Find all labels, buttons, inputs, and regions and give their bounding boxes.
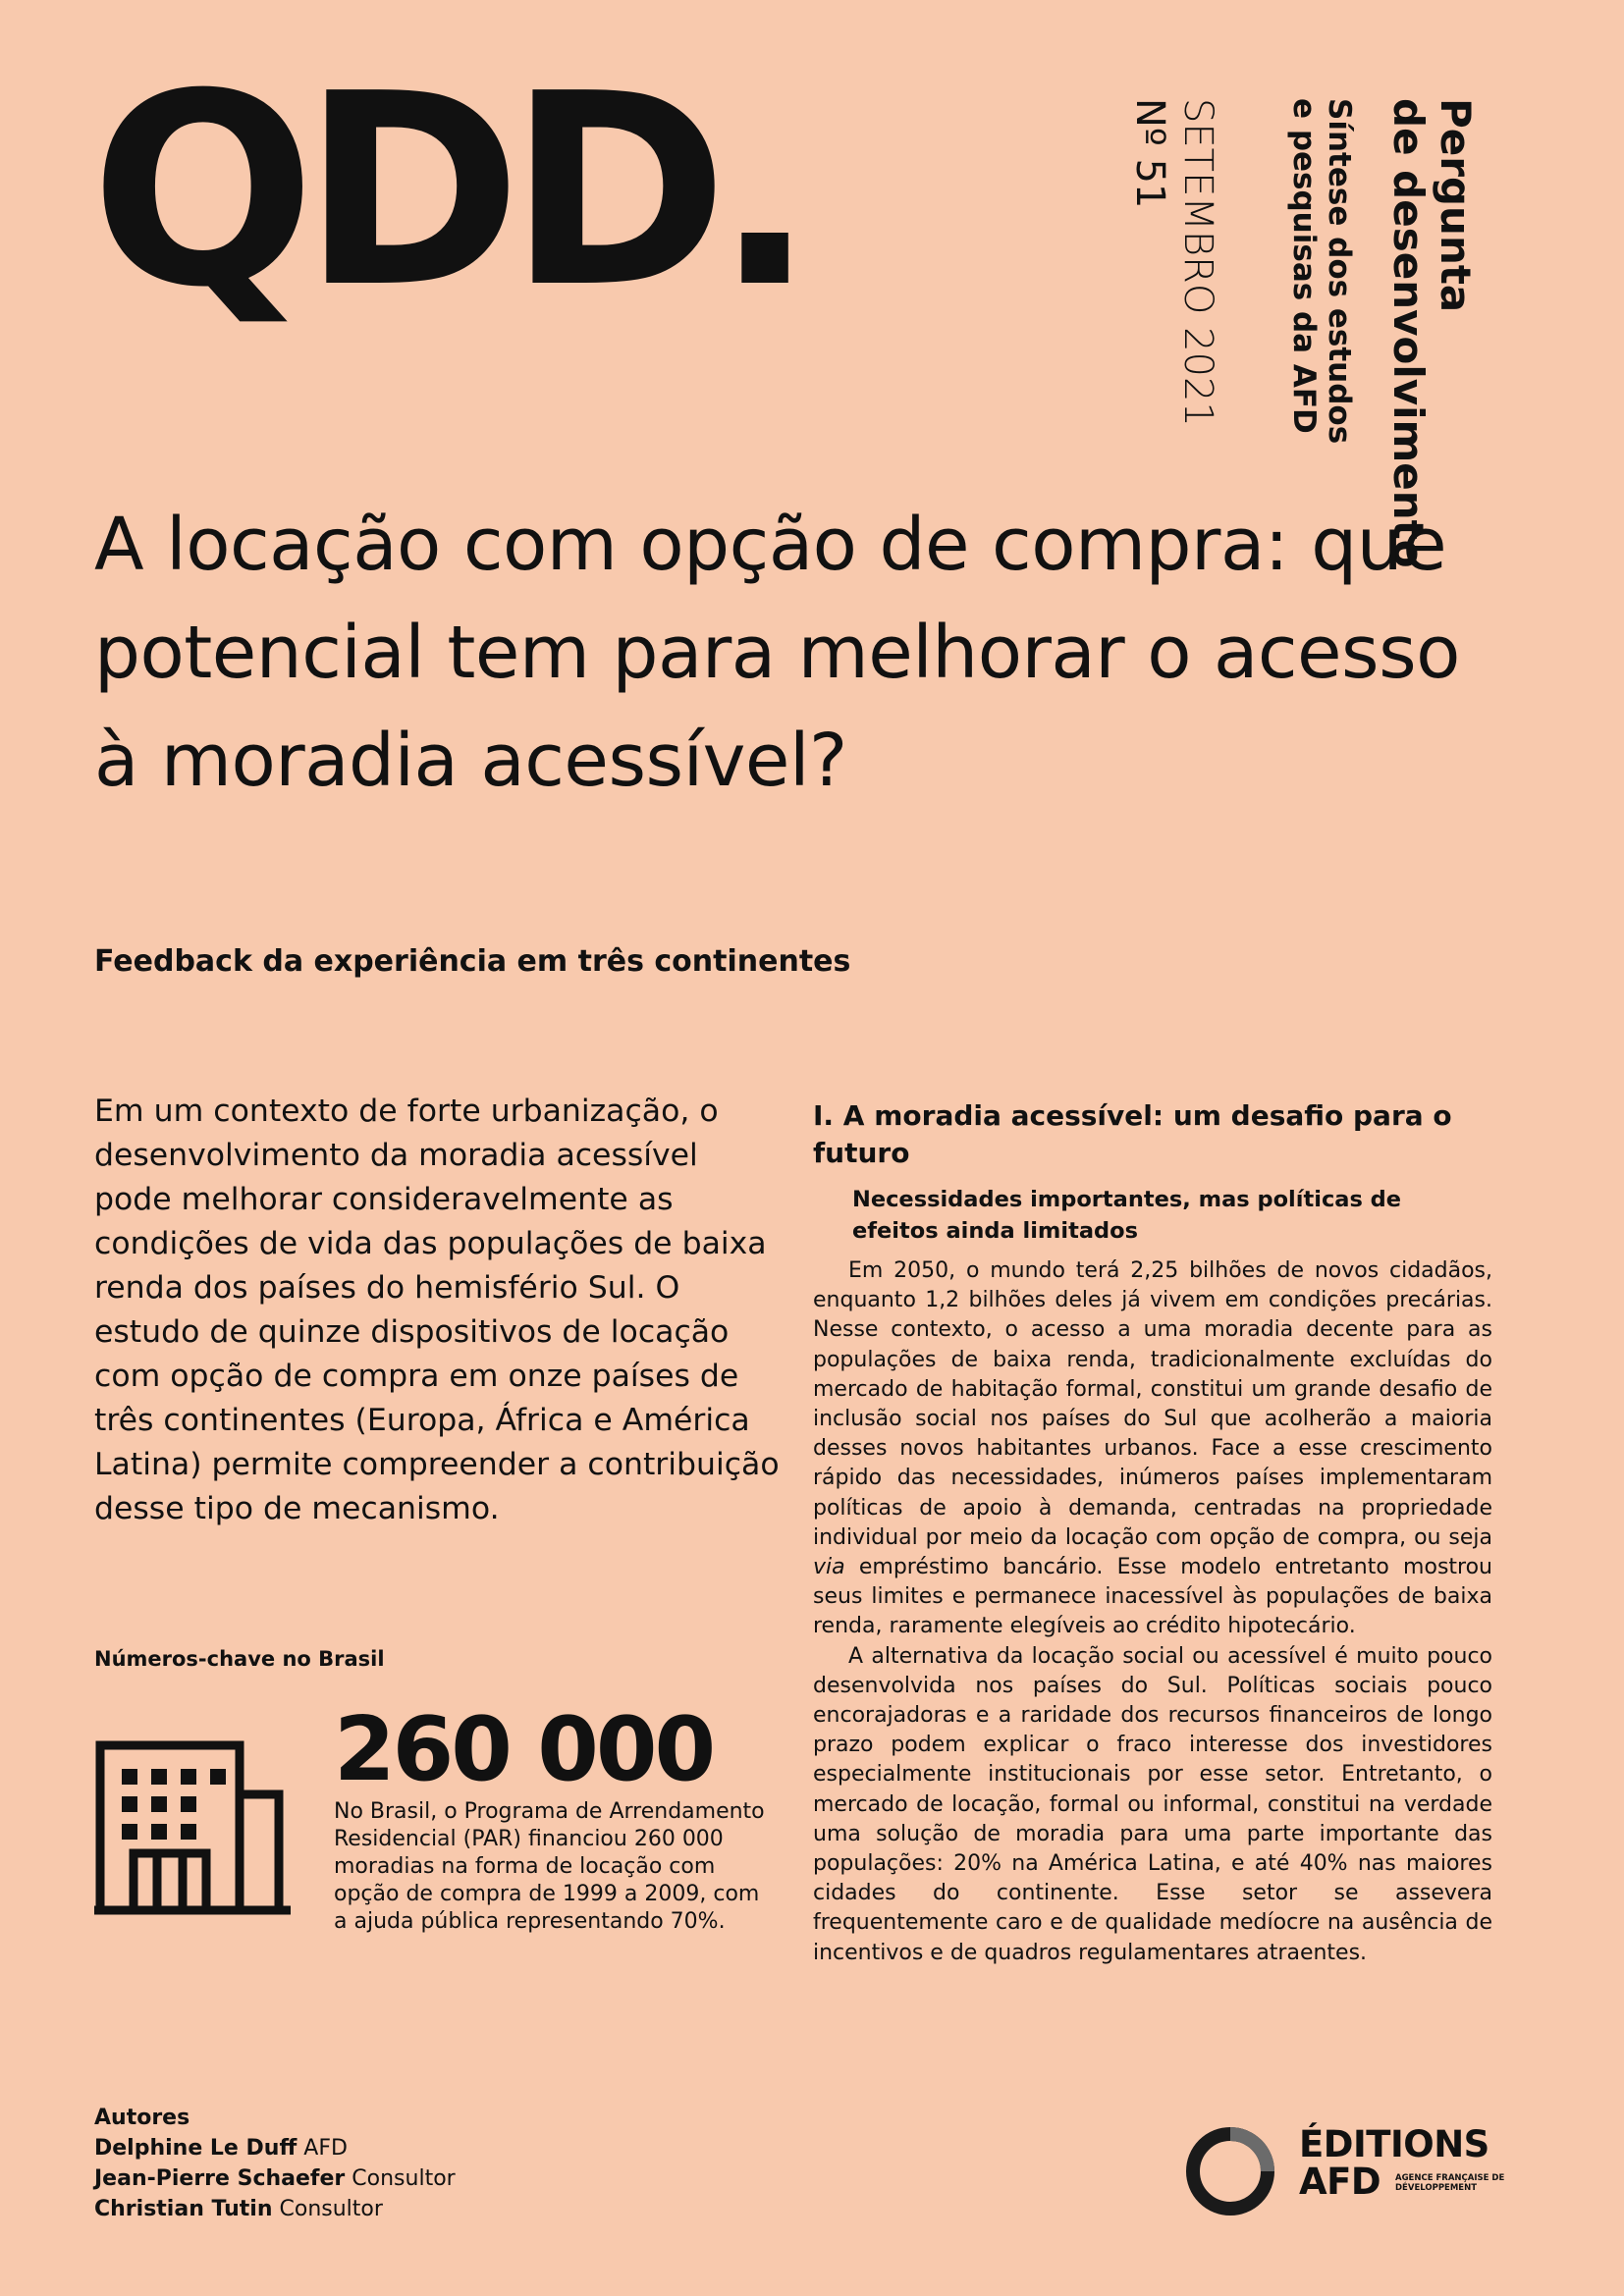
key-figure-text: No Brasil, o Programa de Arrendamento Residencial (PAR) financiou 260 000 moradias na forma de locação com opção de compra de 1999 a 2009, com a ajuda pública representando 70%. xyxy=(334,1799,765,1934)
authors-heading: Autores xyxy=(94,2106,190,2130)
section-title: I. A moradia acessível: um desafio para o futuro xyxy=(813,1099,1452,1169)
subsection-title: Necessidades importantes, mas políticas de efeitos ainda limitados xyxy=(852,1187,1402,1244)
page-subtitle: Feedback da experiência em três continentes xyxy=(94,944,851,979)
ring-logo-icon xyxy=(1181,2122,1279,2220)
series-name: Pergunta de desenvolvimento xyxy=(1384,98,1480,568)
body-text xyxy=(813,1256,1492,1968)
paragraph-2: A alternativa da locação social ou acessível é muito pouco desenvolvida nos países do Sul. Políticas sociais pouco encorajadoras e a raridade dos recursos financeiros de longo prazo podem explicar o fraco interesse dos investidores especialmente institucionais por esse setor. Entretanto, o mercado de locação, formal ou informal, constitui na verdade uma solução de moradia para uma parte importante das populações: 20% na América Latina, e até 40% nas maiores cidades do continente. Esse setor se assevera frequentemente caro e de qualidade medíocre na ausência de incentivos e de quadros regulamentares atraentes. xyxy=(813,1643,1492,1965)
intro-text: Em um contexto de forte urbanização, o desenvolvimento da moradia acessível pode melhorar consideravelmente as condições de vida das populações de baixa renda dos países do hemisfério Sul. O estudo de quinze dispositivos de locação com opção de compra em onze países de três continentes (Europa, África e América Latina) permite compreender a contribuição desse tipo de mecanismo. xyxy=(94,1094,780,1526)
author-line: Christian Tutin Consultor xyxy=(94,2197,383,2221)
publisher-name: ÉDITIONS AFD xyxy=(1299,2123,1489,2203)
publisher-agency: AGENCE FRANÇAISE DE DÉVELOPPEMENT xyxy=(1395,2173,1505,2193)
page-title: A locação com opção de compra: que potencial tem para melhorar o acesso à moradia acessível? xyxy=(94,503,1460,803)
issue-date: SETEMBRO 2021 xyxy=(1175,98,1220,427)
publisher-logo xyxy=(1181,2122,1505,2220)
qdd-logo: QDD. xyxy=(90,36,802,346)
author-line: Jean-Pierre Schaefer Consultor xyxy=(94,2166,456,2191)
key-figures-label: Números-chave no Brasil xyxy=(94,1647,385,1671)
paragraph-1: Em 2050, o mundo terá 2,25 bilhões de novos cidadãos, enquanto 1,2 bilhões deles já vivem em condições precárias. Nesse contexto, o acesso a uma moradia decente para as populações de baixa renda, tradicionalmente excluídas do mercado de habitação formal, constitui um grande desafio de inclusão social nos países do Sul que acolherão a maioria desses novos habitantes urbanos. Face a esse crescimento rápido das necessidades, inúmeros países implementaram políticas de apoio à demanda, centradas na propriedade individual por meio da locação com opção de compra, ou seja via empréstimo bancário. Esse modelo entretanto mostrou seus limites e permanece inacessível às populações de baixa renda, raramente elegíveis ao crédito hipotecário. xyxy=(813,1258,1492,1639)
authors-block xyxy=(94,2103,456,2224)
author-line: Delphine Le Duff AFD xyxy=(94,2136,348,2161)
issue-number: Nº 51 xyxy=(1127,98,1172,209)
key-figure-number: 260 000 xyxy=(334,1698,714,1801)
building-icon xyxy=(94,1739,291,1916)
series-subtitle: Síntese dos estudos e pesquisas da AFD xyxy=(1286,98,1357,445)
